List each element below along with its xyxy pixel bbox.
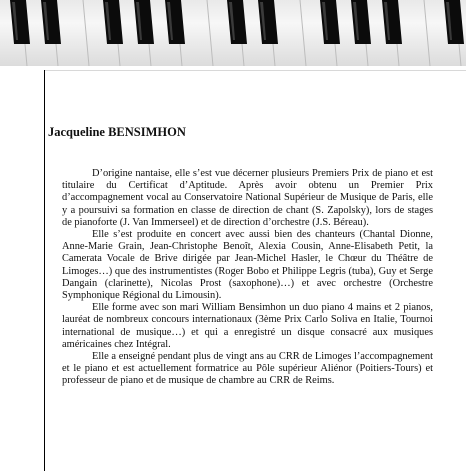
page-top-edge [44,70,466,71]
bio-paragraph-4: Elle a enseigné pendant plus de vingt ans au CRR de Limoges l’accompagnement et le piano et est actuellement formatrice au Pôle supérieur Aliénor (Poitiers-Tours) et professeur de piano et de musique de chambre au CRR de Reims. [62,351,433,387]
bio-paragraph-1: D’origine nantaise, elle s’est vue décerner plusieurs Premiers Prix de piano et est titulaire du Certificat d’Aptitude. Après avoir obtenu un Premier Prix d’accompagnement vocal au Conservatoire National Supérieur de Musique de Paris, elle y a poursuivi sa formation en classe de direction de chant (S. Zapolsky), lors de stages de pianoforte (J. Van Immerseel) et de direction d’orchestre (J.S. Béreau). [62,168,433,228]
white-key-edge [207,0,213,66]
bio-paragraph-3: Elle forme avec son mari William Bensimhon un duo piano 4 mains et 2 pianos, lauréat de nombreux concours internationaux (3ème Prix Carlo Soliva en Italie, Tournoi international de musique…) et qui a enregistré un disque consacré aux musiques américaines chez Intégral. [62,302,433,350]
document-title: Jacqueline BENSIMHON [48,125,186,139]
biography-text [62,168,433,388]
white-key-edge [300,0,306,66]
white-key-edge [424,0,430,66]
page-left-margin-line [44,70,45,471]
piano-keyboard-banner [0,0,466,66]
white-key-edge [83,0,89,66]
piano-keys-illustration [0,0,466,66]
bio-paragraph-2: Elle s’est produite en concert avec aussi bien des chanteurs (Chantal Dionne, Anne-Marie Grain, Jean-Christophe Benoît, Alexia Cousin, Anne-Elisabeth Petit, la Camerata Vocale de Brive dirigée par Jean-Michel Hasler, le Chœur du Théâtre de Limoges…) que des instrumentistes (Roger Bobo et Philippe Legris (tuba), Guy et Serge Dangain (clarinette), Nicolas Prost (saxophone)…) et avec orchestre (Orchestre Symphonique Régional du Limousin). [62,229,433,302]
